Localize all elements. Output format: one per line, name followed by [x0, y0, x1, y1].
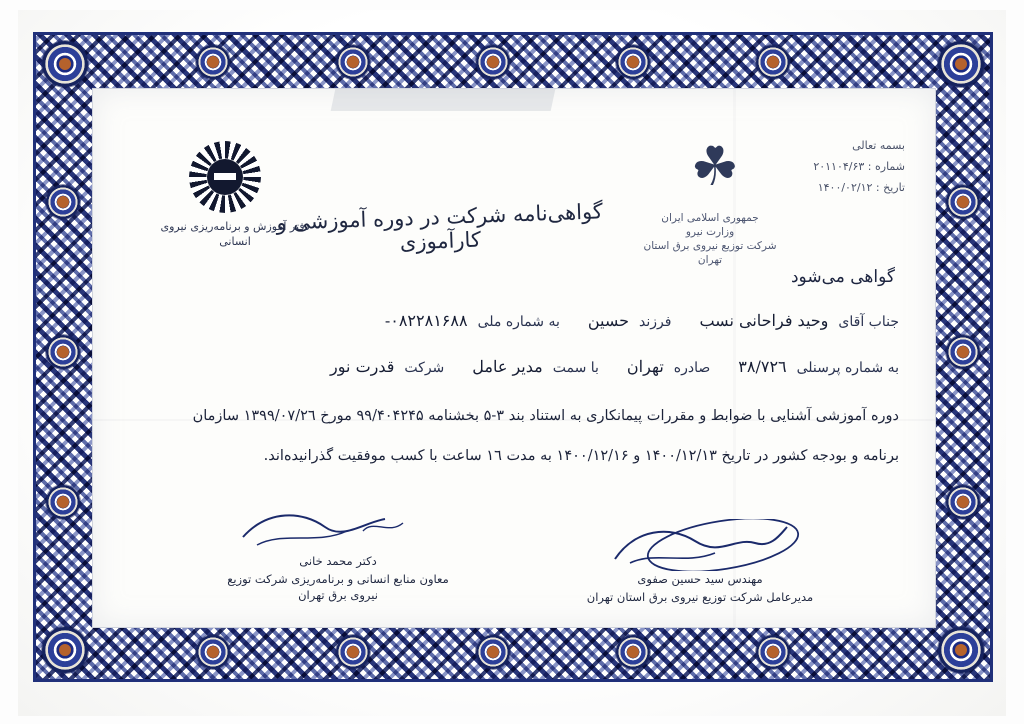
border-medallion	[946, 485, 980, 519]
org-caption: دفتر آموزش و برنامه‌ریزی نیروی انسانی	[160, 220, 310, 248]
border-medallion	[336, 635, 370, 669]
border-medallion	[756, 635, 790, 669]
body-paragraph-1: دوره آموزشی آشنایی با ضوابط و مقررات پیمانکاری به استناد بند ٣-۵ بخشنامه ٩٩/۴٠۴٢۴۵ مورخ ١٣٩٩/٠٧/٢٦ سازمان	[192, 408, 899, 424]
electric-power-gear-icon	[189, 141, 261, 213]
ministry-line-2: وزارت نیرو	[685, 226, 735, 238]
border-medallion	[46, 485, 80, 519]
iran-emblem-icon	[680, 135, 750, 205]
field-value-position: مدیر عامل	[472, 357, 543, 376]
field-value-company: قدرت نور	[330, 357, 395, 376]
ministry-caption	[635, 211, 785, 267]
border-medallion	[336, 45, 370, 79]
signature-block-left	[213, 501, 463, 603]
employment-row	[129, 357, 899, 387]
field-value-national-id: ٠٨٢٢٨١۶٨٨-	[384, 311, 468, 330]
field-label-company: شرکت	[404, 360, 445, 376]
border-medallion	[476, 45, 510, 79]
border-medallion	[616, 45, 650, 79]
border-medallion	[42, 41, 88, 87]
tulip-glyph: ☘	[690, 135, 740, 198]
border-medallion	[938, 41, 984, 87]
border-medallion	[756, 45, 790, 79]
border-medallion	[616, 635, 650, 669]
border-medallion	[196, 635, 230, 669]
border-medallion	[196, 45, 230, 79]
field-label-issued-in: صادره	[673, 360, 711, 376]
ministry-line-1: جمهوری اسلامی ایران	[661, 212, 759, 224]
field-label-personnel-no: به شماره پرسنلی	[796, 360, 899, 376]
field-value-personnel-no: ٣٨/٧٢٦	[738, 357, 787, 376]
border-medallion	[946, 335, 980, 369]
field-label-father: فرزند	[639, 314, 672, 330]
border-medallion	[46, 185, 80, 219]
field-label-national-id: به شماره ملی	[477, 314, 560, 330]
document-header	[93, 119, 935, 266]
document-date: تاریخ : ١۴٠٠/٠٢/١٢	[817, 181, 905, 194]
gear-hub	[207, 159, 243, 195]
identity-row	[129, 311, 899, 341]
field-label-position: با سمت	[552, 360, 599, 376]
border-medallion	[46, 335, 80, 369]
border-medallion	[946, 185, 980, 219]
besmellah-line: بسمه تعالی	[852, 139, 905, 152]
document-number: شماره : ٢٠١١٠۴/۶٣	[813, 160, 905, 173]
handwritten-signature	[575, 519, 825, 571]
signature-role-right: مدیرعامل شرکت توزیع نیروی برق استان تهران	[586, 590, 814, 604]
signature-role-left: معاون منابع انسانی و برنامه‌ریزی شرکت توزیع نیروی برق تهران	[227, 572, 449, 602]
signature-name-right: مهندس سید حسین صفوی	[637, 572, 763, 586]
page-title: گواهی‌نامه شرکت در دوره آموزشی و کارآموزی	[275, 199, 604, 255]
header-stamp-block	[813, 135, 905, 198]
signature-name-left: دکتر محمد خانی	[299, 554, 377, 568]
signature-block-right	[575, 519, 825, 605]
field-value-father: حسین	[587, 311, 630, 330]
ministry-line-3: شرکت توزیع نیروی برق استان تهران	[643, 240, 777, 266]
border-medallion	[476, 635, 510, 669]
salutation-text: گواهی می‌شود	[790, 267, 895, 287]
field-label-title: جناب آقای	[838, 314, 899, 330]
field-value-fullname: وحید فراحانی نسب	[699, 311, 829, 330]
field-value-issued-in: تهران	[626, 357, 664, 376]
handwritten-signature	[213, 501, 463, 553]
certificate-body	[92, 88, 936, 628]
border-medallion	[938, 627, 984, 673]
scan-crease	[331, 89, 556, 111]
body-paragraph-2: برنامه و بودجه کشور در تاریخ ١۴٠٠/١٢/١٣ و ١۴٠٠/١٢/١۶ به مدت ١٦ ساعت با کسب موفقیت گذرانیده‌اند.	[263, 448, 899, 464]
border-medallion	[42, 627, 88, 673]
